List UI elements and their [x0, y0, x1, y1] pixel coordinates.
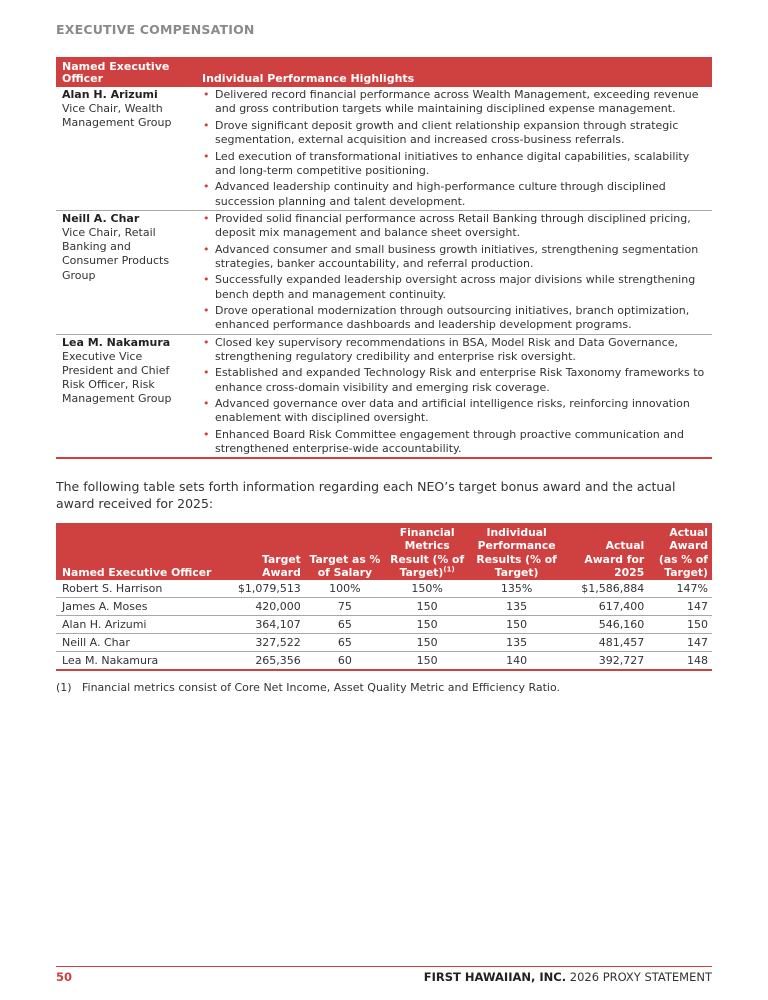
list-item: • Advanced governance over data and artificial intelligence risks, reinforcing innovation enablement with disciplined oversight.: [203, 397, 690, 425]
bullet-icon: •: [203, 211, 210, 225]
list-item: • Drove significant deposit growth and client relationship expansion through strategic segmentation, external acquisition and increased cross-business referrals.: [203, 118, 679, 146]
cell-actual-award: $1,586,884: [564, 580, 648, 598]
highlights-list: [202, 88, 706, 209]
column-header-actual-award: Actual Award for 2025: [564, 523, 648, 580]
table-row: [56, 580, 712, 598]
bullet-icon: •: [203, 273, 210, 287]
list-item: • Established and expanded Technology Risk and enterprise Risk Taxonomy frameworks to enhance cross-domain visibility and emerging risk coverage.: [203, 366, 705, 394]
table-header-row: [56, 57, 712, 87]
bullet-icon: •: [203, 335, 210, 349]
bullet-icon: •: [203, 366, 210, 380]
cell-individual-perf: 140: [469, 652, 564, 671]
officer-title: Vice Chair, Wealth Management Group: [62, 102, 172, 130]
cell-actual-award: 392,727: [564, 652, 648, 671]
cell-name: Robert S. Harrison: [56, 580, 231, 598]
highlights-list: [202, 212, 706, 333]
cell-target-award: $1,079,513: [231, 580, 305, 598]
cell-actual-pct-target: 150: [648, 616, 712, 634]
column-header-actual-pct-target: Actual Award (as % of Target): [648, 523, 712, 580]
cell-financial-metrics: 150: [385, 634, 469, 652]
list-item: • Advanced leadership continuity and high-performance culture through disciplined succession planning and talent development.: [203, 180, 666, 208]
table-row: [56, 652, 712, 671]
highlights-list: [202, 336, 706, 457]
column-header-officer: Named Executive Officer: [56, 57, 196, 87]
cell-name: Alan H. Arizumi: [56, 616, 231, 634]
column-header-highlights: Individual Performance Highlights: [196, 57, 712, 87]
officer-name: Alan H. Arizumi: [62, 88, 158, 101]
cell-target-pct-salary: 75: [305, 598, 385, 616]
cell-name: Neill A. Char: [56, 634, 231, 652]
cell-actual-pct-target: 147%: [648, 580, 712, 598]
officer-cell: [56, 210, 196, 334]
list-item: • Enhanced Board Risk Committee engagement through proactive communication and strengthened enterprise-wide accountability.: [203, 427, 684, 456]
cell-target-award: 420,000: [231, 598, 305, 616]
cell-name: James A. Moses: [56, 598, 231, 616]
column-header-individual-perf: Individual Performance Results (% of Target): [469, 523, 564, 580]
cell-target-award: 265,356: [231, 652, 305, 671]
performance-highlights-table: [56, 57, 712, 459]
cell-target-pct-salary: 100%: [305, 580, 385, 598]
bullet-icon: •: [203, 427, 210, 441]
cell-target-pct-salary: 65: [305, 616, 385, 634]
cell-target-award: 364,107: [231, 616, 305, 634]
footnote-mark: (1): [56, 681, 72, 694]
cell-individual-perf: 150: [469, 616, 564, 634]
highlights-cell: [196, 334, 712, 458]
list-item: • Delivered record financial performance across Wealth Management, exceeding revenue and gross contribution targets while maintaining disciplined expense management.: [203, 88, 699, 116]
cell-target-pct-salary: 65: [305, 634, 385, 652]
officer-name: Lea M. Nakamura: [62, 335, 171, 349]
cell-actual-award: 546,160: [564, 616, 648, 634]
officer-name: Neill A. Char: [62, 211, 140, 225]
cell-individual-perf: 135: [469, 634, 564, 652]
section-title: EXECUTIVE COMPENSATION: [56, 22, 255, 37]
table-row: [56, 334, 712, 458]
column-header-name: Named Executive Officer: [56, 523, 231, 580]
list-item: • Successfully expanded leadership oversight across major divisions while strengthening bench depth and management continuity.: [203, 273, 696, 301]
cell-financial-metrics: 150: [385, 652, 469, 671]
bullet-icon: •: [203, 118, 210, 132]
officer-cell: [56, 334, 196, 458]
table-row: [56, 598, 712, 616]
officer-cell: [56, 87, 196, 210]
table-row: [56, 210, 712, 334]
list-item: • Drove operational modernization through outsourcing initiatives, branch optimization, enhanced performance dashboards and leadership development programs.: [203, 304, 690, 332]
list-item: • Advanced consumer and small business growth initiatives, strengthening segmentation strategies, banker accountability, and referral production.: [203, 242, 699, 270]
cell-actual-pct-target: 148: [648, 652, 712, 671]
officer-title: Executive Vice President and Chief Risk Officer, Risk Management Group: [62, 349, 172, 406]
bullet-icon: •: [203, 304, 210, 318]
list-item: • Led execution of transformational initiatives to enhance digital capabilities, scalability and long-term competitive positioning.: [203, 149, 690, 177]
cell-individual-perf: 135%: [469, 580, 564, 598]
cell-actual-award: 481,457: [564, 634, 648, 652]
table-row: [56, 634, 712, 652]
bonus-award-table: [56, 523, 712, 671]
cell-target-pct-salary: 60: [305, 652, 385, 671]
cell-actual-pct-target: 147: [648, 598, 712, 616]
cell-individual-perf: 135: [469, 598, 564, 616]
list-item: • Closed key supervisory recommendations in BSA, Model Risk and Data Governance, strengthening regulatory credibility and enterprise risk oversight.: [203, 335, 678, 363]
footnote: [56, 681, 560, 694]
intro-paragraph: The following table sets forth information regarding each NEO’s target bonus award and the actual award received for 2025:: [56, 479, 676, 511]
highlights-cell: [196, 87, 712, 210]
column-header-target-award: Target Award: [231, 523, 305, 580]
cell-name: Lea M. Nakamura: [56, 652, 231, 671]
highlights-cell: [196, 210, 712, 334]
bullet-icon: •: [203, 88, 210, 101]
officer-title: Vice Chair, Retail Banking and Consumer Products Group: [62, 226, 170, 282]
cell-actual-award: 617,400: [564, 598, 648, 616]
page-number: 50: [56, 970, 73, 984]
document-name: 2026 PROXY STATEMENT: [569, 970, 712, 984]
bullet-icon: •: [203, 397, 210, 411]
cell-financial-metrics: 150: [385, 616, 469, 634]
footer-document-title: [424, 970, 712, 984]
cell-financial-metrics: 150%: [385, 580, 469, 598]
bullet-icon: •: [203, 180, 210, 194]
cell-financial-metrics: 150: [385, 598, 469, 616]
table-row: [56, 87, 712, 210]
cell-target-award: 327,522: [231, 634, 305, 652]
footnote-ref: (1): [443, 565, 455, 574]
footnote-text: Financial metrics consist of Core Net Income, Asset Quality Metric and Efficiency Ratio.: [82, 681, 561, 694]
table-row: [56, 616, 712, 634]
column-header-target-pct-salary: Target as % of Salary: [305, 523, 385, 580]
bullet-icon: •: [203, 149, 210, 163]
column-header-financial-metrics: Financial Metrics Result (% of Target)$^{(1)}$: [385, 523, 469, 580]
footer-divider: [56, 966, 712, 967]
bullet-icon: •: [203, 242, 210, 256]
list-item: • Provided solid financial performance across Retail Banking through disciplined pricing, deposit mix management and balance sheet oversight.: [203, 211, 691, 239]
table-header-row: [56, 523, 712, 580]
cell-actual-pct-target: 147: [648, 634, 712, 652]
company-name: FIRST HAWAIIAN, INC.: [423, 970, 567, 984]
